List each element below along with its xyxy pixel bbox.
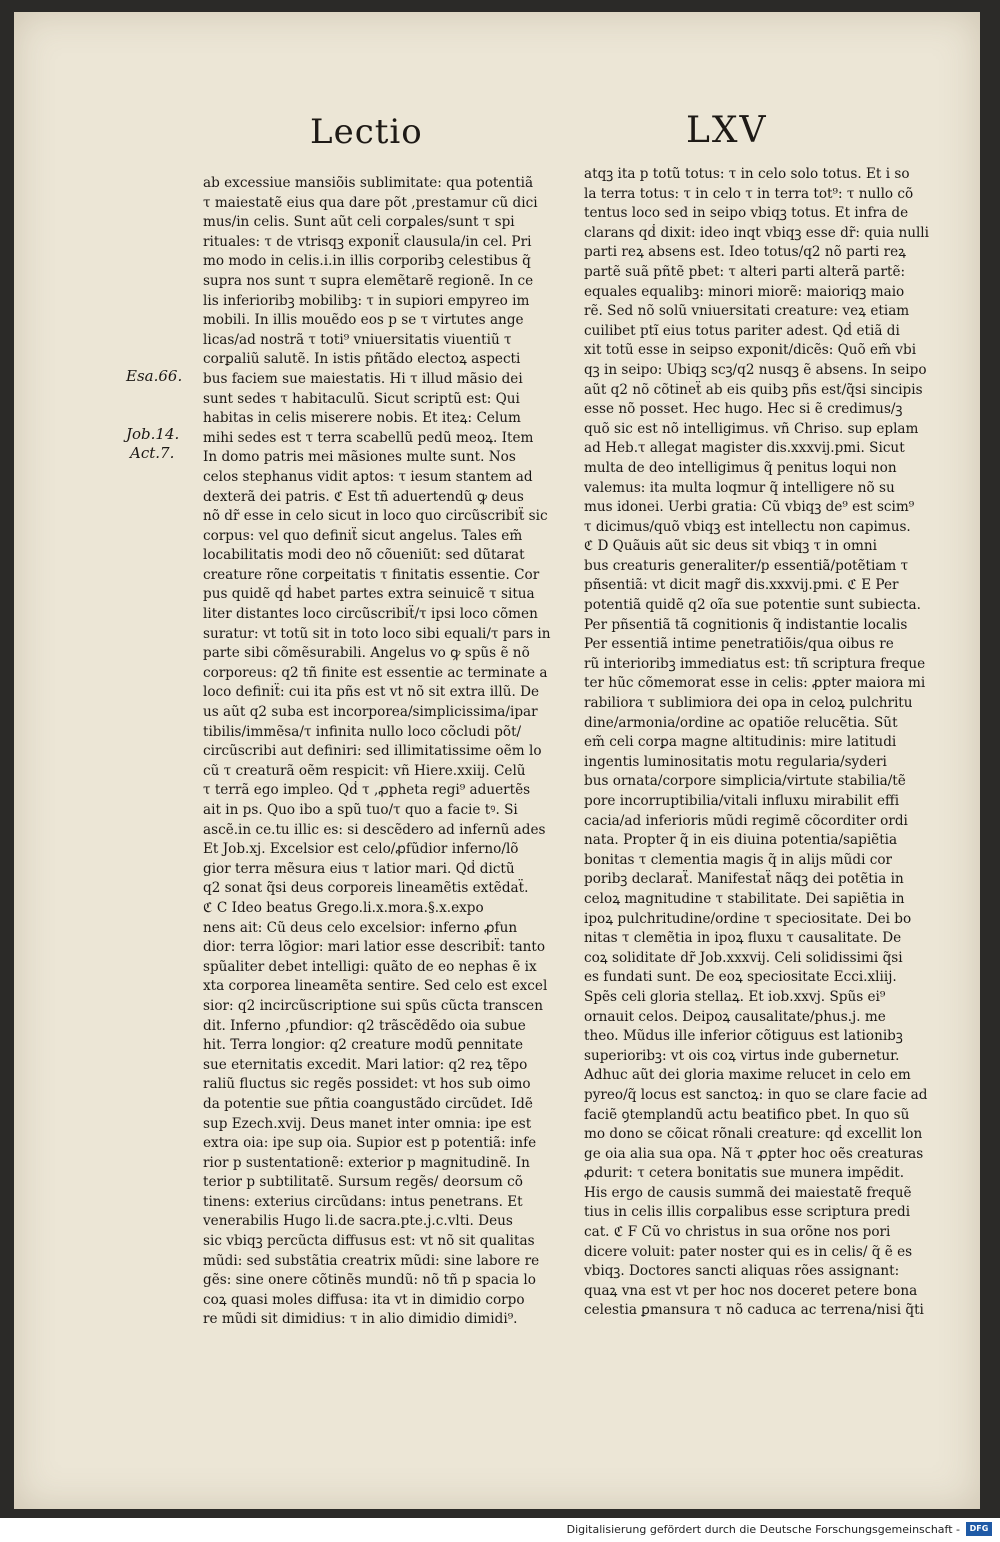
text-line: ait in ps. Quo ibo a spũ tuo/τ quo a facie tꝰ. Si [203, 802, 518, 818]
text-line: coꝝ quasi moles diffusa: ita vt in dimidio corpo [203, 1291, 525, 1308]
text-line: loco definiẗ: cui ita pñs est vt nõ sit extra illũ. De [203, 684, 540, 701]
text-line: corpus: vel quo definiẗ sicut angelus. Tales em̃ [203, 527, 523, 544]
text-line: bus ornata/corpore simplicia/virtute stabilia/tẽ [584, 773, 906, 790]
text-line: faciẽ ꝯtemplandũ actu beatifico pbet. In quo sũ [584, 1106, 910, 1123]
text-line: atqꝫ ita p totũ totus: τ in celo solo totus. Et i so [584, 166, 910, 182]
text-line: raliũ fluctus sic regẽs possidet: vt hos sub oimo [203, 1076, 531, 1093]
text-line: pyreo/q̃ locus est sanctoꝝ: in quo se clare facie ad [584, 1086, 928, 1103]
text-line: Per essentiã intime penetratiõis/qua oibus re [584, 636, 894, 653]
text-line: quaꝝ vna est vt per hoc nos doceret petere bona [584, 1282, 918, 1299]
text-line: celos stephanus vidit aptos: τ iesum stantem ad [203, 468, 533, 485]
text-line: coꝝ soliditate dr̃ Job.xxxvij. Celi solidissimi q̃si [584, 949, 903, 966]
text-line: valemus: ita multa loqmur q̃ intelligere nõ su [584, 479, 895, 496]
text-line: sic vbiqꝫ percũcta diffusus est: vt nõ sit qualitas [203, 1233, 535, 1250]
text-line: hit. Terra longior: q2 creature modũ ꝑennitate [203, 1037, 524, 1054]
text-line: multa de deo intelligimus q̃ penitus loqui non [584, 459, 897, 476]
text-line: poribꝫ declaraẗ. Manifestaẗ nãqꝫ dei potẽtia in [584, 871, 904, 888]
text-column-right [584, 165, 952, 1321]
text-line: esse nõ posset. Hec hugo. Hec si ẽ credimus/ꝫ [584, 401, 903, 418]
text-line: locabilitatis modi deo nõ cõueniũt: sed dũtarat [203, 547, 525, 564]
marginal-note: Act.7. [130, 444, 175, 462]
text-line: cũ τ creaturã oẽm respicit: vñ Hiere.xxiij. Celũ [203, 762, 526, 779]
text-line: lis inferioribꝫ mobilibꝫ: τ in supiori empyreo im [203, 292, 530, 309]
book-page [14, 12, 980, 1509]
text-line: nõ dr̃ esse in celo sicut in loco quo circũscribiẗ sic [203, 508, 548, 525]
text-line: vbiqꝫ. Doctores sancti aliquas rões assignant: [584, 1263, 900, 1280]
text-line: ipoꝝ pulchritudine/ordine τ speciositate. Dei bo [584, 910, 912, 927]
text-line: extra oia: ipe sup oia. Supior est p potentiã: infe [203, 1135, 537, 1152]
text-line: corporeus: q2 tñ finite est essentie ac terminate a [203, 664, 548, 681]
text-line: mihi sedes est τ terra scabellũ pedũ meoꝝ. Item [203, 429, 534, 446]
text-line: pñsentiã: vt dicit magr̃ dis.xxxvij.pmi. ℭ E Per [584, 577, 899, 594]
text-line: celoꝝ magnitudine τ stabilitate. Dei sapiẽtia in [584, 890, 905, 907]
text-line: τ maiestatẽ eius qua dare põt ,prestamur cũ dici [203, 194, 538, 211]
text-line: rẽ. Sed nõ solũ vniuersitati creature: veꝝ etiam [584, 303, 910, 320]
text-line: dine/armonia/ordine ac opatiõe relucẽtia. Sũt [584, 714, 898, 731]
text-line: da potentie sue pñtia coangustãdo circũdet. Idẽ [203, 1095, 533, 1112]
text-line: theo. Mũdus ille inferior cõtiguus est lationibꝫ [584, 1028, 903, 1045]
text-line: ascẽ.in ce.tu illic es: si descẽdero ad infernũ ades [203, 821, 546, 838]
text-line: rũ interioribꝫ immediatus est: tñ scriptura freque [584, 655, 926, 672]
text-line: supra nos sunt τ supra elemẽtarẽ regionẽ. In ce [203, 272, 534, 289]
text-line: mobili. In illis mouẽdo eos p se τ virtutes ange [203, 312, 524, 329]
text-line: dexterã dei patris. ℭ Est tñ aduertendũ ꝙ deus [203, 488, 524, 505]
text-line: ℭ D Quãuis aũt sic deus sit vbiqꝫ τ in omni [584, 538, 878, 555]
text-line: mo dono se cõicat rõnali creature: qḋ excellit lon [584, 1126, 923, 1143]
text-line: bus creaturis generaliter/p essentiã/potẽtiam τ [584, 557, 909, 574]
text-line: Adhuc aũt dei gloria maxime relucet in celo em [584, 1067, 911, 1084]
running-head-lectio: Lectio [310, 112, 423, 152]
text-line: ter hũc cõmemorat esse in celis: ꝓpter maiora mi [584, 675, 926, 692]
text-line: τ dicimus/quõ vbiqꝫ est intellectu non capimus. [584, 518, 911, 535]
text-line: nens ait: Cũ deus celo excelsior: inferno ꝓfun [203, 919, 518, 936]
text-line: em̃ celi corꝑa magne altitudinis: mire latitudi [584, 734, 897, 751]
text-line: sior: q2 incircũscriptione sui spũs cũcta transcen [203, 997, 543, 1014]
folio-number: LXV [686, 110, 768, 151]
text-line: terior p subtilitatẽ. Sursum regẽs/ deorsum cõ [203, 1174, 523, 1191]
dfg-logo: DFG [966, 1522, 992, 1536]
text-line: sunt sedes τ habitaculũ. Sicut scriptũ est: Qui [203, 390, 520, 407]
text-line: clarans qḋ dixit: ideo inqt vbiqꝫ esse dr̃: quia nulli [584, 224, 930, 241]
marginal-note: Job.14. [126, 425, 180, 443]
marginal-note: Esa.66. [126, 367, 183, 385]
text-line: q2 sonat q̃si deus corporeis lineamẽtis extẽdaẗ. [203, 880, 529, 897]
text-line: circũscribi aut definiri: sed illimitatissime oẽm lo [203, 743, 542, 760]
text-line: qꝫ in seipo: Ubiqꝫ scꝫ/q2 nusqꝫ ẽ absens. In seipo [584, 361, 927, 378]
text-line: ornauit celos. Deipoꝝ causalitate/phus.j. me [584, 1008, 886, 1025]
text-line: Et Job.xj. Excelsior est celo/ꝓfũdior inferno/lõ [203, 841, 519, 858]
text-line: In domo patris mei mãsiones multe sunt. Nos [203, 449, 516, 466]
text-line: aũt q2 nõ cõtineẗ ab eis quibꝫ pñs est/q̃si sincipis [584, 381, 923, 398]
text-line: gior terra mẽsura eius τ latior mari. Qḋ dictũ [203, 860, 515, 877]
footer-bar [0, 1518, 1000, 1542]
text-line: suratur: vt totũ sit in toto loco sibi equali/τ pars in [203, 625, 551, 642]
text-line: parte sibi cõmẽsurabili. Angelus vo ꝙ spũs ẽ nõ [203, 645, 530, 662]
text-line: cacia/ad inferioris mũdi regimẽ cõcorditer ordi [584, 812, 908, 829]
text-line: cat. ℭ F Cũ vo christus in sua orõne nos pori [584, 1224, 891, 1241]
text-line: nitas τ clemẽtia in ipoꝝ fluxu τ causalitate. De [584, 930, 902, 947]
text-line: tentus loco sed in seipo vbiqꝫ totus. Et infra de [584, 205, 909, 222]
text-line: ab excessiue mansiõis sublimitate: qua potentiã [203, 175, 534, 191]
text-line: la terra totus: τ in celo τ in terra tot⁹: τ nullo cõ [584, 185, 914, 202]
text-line: ingentis luminositatis motu regularia/syderi [584, 753, 887, 770]
text-line: pore incorruptibilia/vitali influxu mirabilit effi [584, 793, 900, 809]
text-line: parti reꝝ absens est. Ideo totus/q2 nõ parti reꝝ [584, 244, 906, 261]
text-line: rior p sustentationẽ: exterior p magnitudinẽ. In [203, 1154, 530, 1171]
text-line: rabiliora τ sublimiora dei opa in celoꝝ pulchritu [584, 695, 913, 712]
text-line: xta corporea lineamẽta sentire. Sed celo est excel [203, 978, 548, 995]
text-line: dit. Inferno ,pfundior: q2 trãscẽdẽdo oia subue [203, 1017, 526, 1034]
text-line: cuilibet ptĩ eius totus pariter adest. Qḋ etiã di [584, 322, 900, 339]
text-line: His ergo de causis summã dei maiestatẽ frequẽ [584, 1184, 912, 1201]
text-line: re mũdi sit dimidius: τ in alio dimidio dimidi⁹. [203, 1311, 518, 1328]
text-line: us aũt q2 suba est incorporea/simplicissima/ipar [203, 704, 538, 721]
text-line: tibilis/immẽsa/τ infinita nullo loco cõcludi põt/ [203, 723, 522, 740]
text-line: liter distantes loco circũscribiẗ/τ ipsi loco cõmen [203, 606, 538, 623]
text-line: ge oia alia sua opa. Nã τ ꝓpter hoc oẽs creaturas [584, 1145, 924, 1162]
text-line: sup Ezech.xvij. Deus manet inter omnia: ipe est [203, 1115, 532, 1132]
text-line: ad Heb.τ allegat magister dis.xxxvij.pmi. Sicut [584, 440, 905, 457]
text-line: creature rõne corꝑeitatis τ finitatis essentie. Cor [203, 566, 540, 583]
text-line: mus/in celis. Sunt aũt celi corꝑales/sunt τ spi [203, 214, 515, 231]
text-line: bus faciem sue maiestatis. Hi τ illud mãsio dei [203, 370, 523, 387]
text-line: sue eternitatis excedit. Mari latior: q2 reꝝ tẽpo [203, 1056, 528, 1073]
text-line: superioribꝫ: vt ois coꝝ virtus inde gubernetur. [584, 1047, 900, 1064]
text-line: ꝓdurit: τ cetera bonitatis sue munera impẽdit. [584, 1165, 905, 1182]
text-line: rituales: τ de vtrisqꝫ exponiẗ clausula/in cel. Pri [203, 233, 532, 250]
text-line: mo modo in celis.i.in illis corporibꝫ celestibus q̃ [203, 253, 531, 270]
text-line: mũdi: sed substãtia creatrix mũdi: sine labore re [203, 1252, 540, 1269]
text-line: equales equalibꝫ: minori miorẽ: maioriqꝫ maio [584, 283, 905, 300]
text-line: pus quidẽ qḋ habet partes extra seinuicẽ τ situa [203, 586, 535, 603]
text-column-left [203, 174, 575, 1330]
text-line: corꝑaliũ salutẽ. In istis pñtãdo electoꝝ aspecti [203, 351, 521, 368]
text-line: ℭ C Ideo beatus Grego.li.x.mora.§.x.expo [203, 899, 484, 916]
text-line: gẽs: sine onere cõtinẽs mundũ: nõ tñ p spacia lo [203, 1272, 536, 1289]
text-line: potentiã quidẽ q2 oĩa sue potentie sunt subiecta. [584, 597, 921, 614]
text-line: dicere voluit: pater noster qui es in celis/ q̃ ẽ es [584, 1243, 913, 1260]
text-line: celestia ꝑmansura τ nõ caduca ac terrena/nisi q̃ti [584, 1302, 924, 1319]
text-line: quõ sic est nõ intelligimus. vñ Chriso. sup eplam [584, 420, 919, 437]
text-line: licas/ad nostrã τ toti⁹ vniuersitatis viuentiũ τ [203, 331, 512, 348]
text-line: tius in celis illis corꝑalibus esse scriptura predi [584, 1204, 911, 1221]
text-line: tinens: exterius circũdans: intus penetrans. Et [203, 1193, 523, 1210]
text-line: xit totũ esse in seipso exponit/dicẽs: Quõ em̃ vbi [584, 342, 917, 359]
text-line: mus idonei. Uerbi gratia: Cũ vbiqꝫ de⁹ est scim⁹ [584, 499, 915, 516]
text-line: bonitas τ clementia magis q̃ in alijs mũdi cor [584, 851, 893, 868]
funding-notice: Digitalisierung gefördert durch die Deutsche Forschungsgemeinschaft - [566, 1523, 960, 1536]
text-line: dior: terra lõgior: mari latior esse describiẗ: tanto [203, 939, 546, 956]
text-line: Per pñsentiã tã cognitionis q̃ indistantie localis [584, 616, 908, 633]
text-line: τ terrã ego impleo. Qḋ τ ,ꝓpheta regi⁹ aduertẽs [203, 782, 531, 799]
text-line: Spẽs celi gloria stellaꝝ. Et iob.xxvj. Spũs ei⁹ [584, 988, 886, 1005]
text-line: venerabilis Hugo li.de sacra.pte.j.c.vlti. Deus [203, 1213, 513, 1230]
text-line: habitas in celis miserere nobis. Et iteꝝ: Celum [203, 410, 521, 427]
text-line: partẽ suã pñtẽ pbet: τ alteri parti alterã partẽ: [584, 263, 906, 280]
text-line: nata. Propter q̃ in eis diuina potentia/sapiẽtia [584, 832, 898, 849]
text-line: es fundati sunt. De eoꝝ speciositate Ecci.xliij. [584, 969, 897, 986]
text-line: spũaliter debet intelligi: quãto de eo nephas ẽ ix [203, 958, 537, 975]
